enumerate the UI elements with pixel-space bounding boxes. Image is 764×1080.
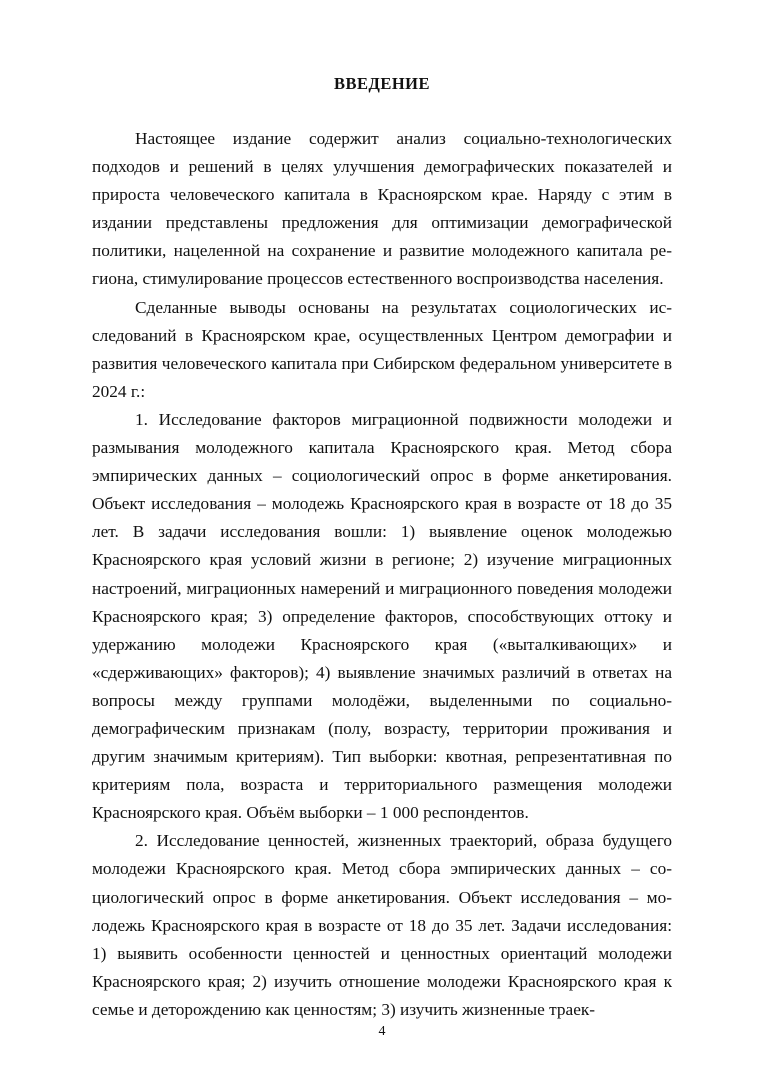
paragraph-study-2: 2. Исследование ценностей, жизненных траекторий, образа будущего молодежи Красноярского края. Метод сбора эмпирических данных – социологический опрос в форме анкетирования. Объект исследования – молодежь Красноярского края в возрасте от 18 до 35 лет. Задачи исследования: 1) выявить особенности ценностей и ценностных ориентаций молодежи Красноярского края; 2) изучить отношение молодежи Красноярского края к семье и деторождению как ценностям; 3) изучить жизненные траек-	[92, 831, 672, 1019]
paragraph-study-1: 1. Исследование факторов миграционной подвижности молодежи и размывания молодежного капитала Красноярского края. Метод сбора эмпирических данных – социологический опрос в форме анкетирования. Объект исследования – молодежь Красноярского края в возрасте от 18 до 35 лет. В задачи исследования вошли: 1) выявление оценок молодежью Красноярского края условий жизни в регионе; 2) изучение миграционных настроений, миграционных намерений и миграционного поведения молодежи Красноярского края; 3) определение факторов, способствующих оттоку и удержанию молодежи Красноярского края («выталкивающих» и «сдерживающих» факторов); 4) выявление значимых различий в ответах на вопросы между группами молодёжи, выделенными по социально-демографическим признакам (полу, возрасту, территории проживания и другим значимым критериям). Тип выборки: квотная, репрезентативная по критериям пола, возраста и территориального размещения молодежи Красноярского края. Объём выборки – 1 000 респондентов.	[92, 409, 672, 823]
page-number: 4	[378, 1024, 386, 1039]
paragraph-basis: Сделанные выводы основаны на результатах социологических исследований в Красноярском крае, осуществленных Центром демографии и развития человеческого капитала при Сибирском федеральном университете в 2024 г.:	[92, 297, 672, 401]
paragraph-intro: Настоящее издание содержит анализ социально-технологических подходов и решений в целях улучшения демографических показателей и прироста человеческого капитала в Красноярском крае. Наряду с этим в издании представлены предложения для оптимизации демографической политики, нацеленной на сохранение и развитие молодежного капитала региона, стимулирование процессов естественного воспроизводства населения.	[92, 129, 672, 289]
body-text	[92, 125, 672, 1024]
section-title: ВВЕДЕНИЕ	[333, 74, 431, 93]
